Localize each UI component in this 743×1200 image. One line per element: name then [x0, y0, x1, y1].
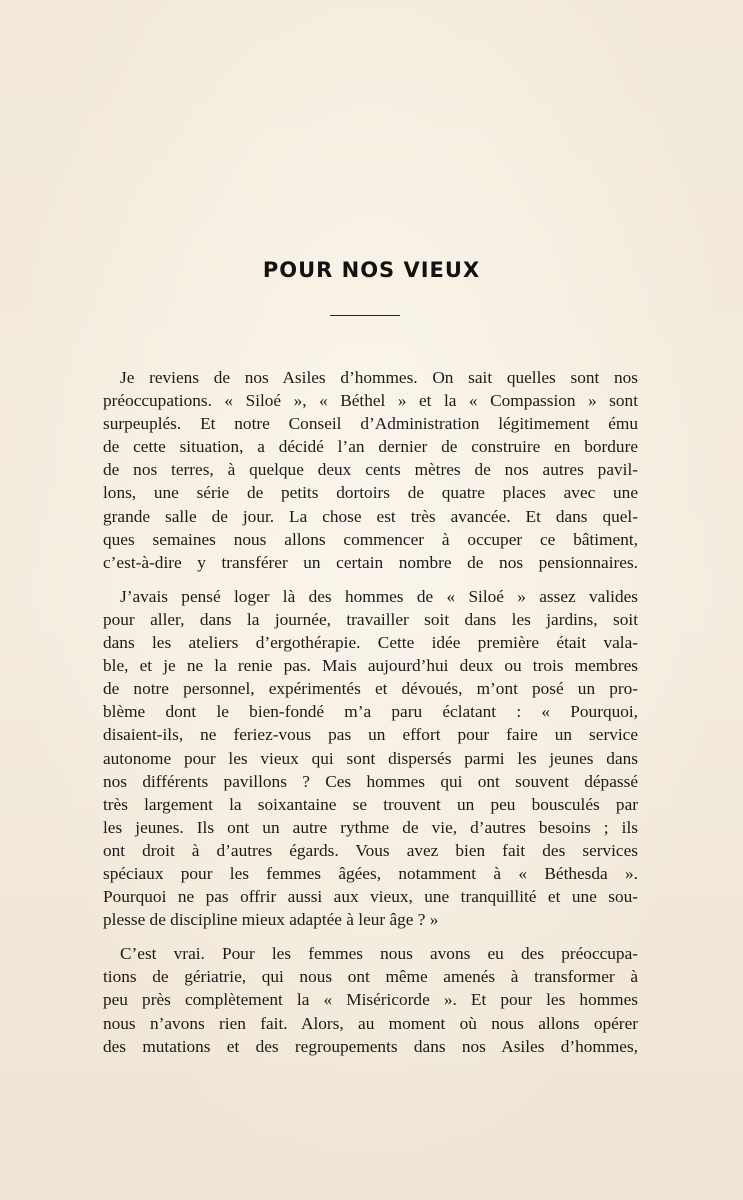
paragraph-2: [103, 585, 638, 931]
text-line: c’est-à-dire y transférer un certain nombre de nos pensionnaires.: [103, 552, 638, 572]
text-line: peu près complètement la « Miséricorde ». Et pour les hommes: [103, 990, 638, 1010]
text-line: de cette situation, a décidé l’an dernier de construire en bordure: [103, 437, 638, 457]
text-line: Pourquoi ne pas offrir aussi aux vieux, une tranquillité et une sou-: [103, 887, 638, 907]
text-line: lons, une série de petits dortoirs de quatre places avec une: [103, 483, 638, 503]
text-line: ont droit à d’autres égards. Vous avez bien fait des services: [103, 840, 638, 860]
text-line: disaient-ils, ne feriez-vous pas un effort pour faire un service: [103, 725, 638, 745]
text-line: surpeuplés. Et notre Conseil d’Administration légitimement ému: [103, 414, 638, 434]
text-line: plesse de discipline mieux adaptée à leur âge ? »: [103, 910, 439, 930]
text-line: ble, et je ne la renie pas. Mais aujourd’hui deux ou trois membres: [103, 656, 638, 676]
text-line: grande salle de jour. La chose est très avancée. Et dans quel-: [103, 506, 638, 526]
text-line: ques semaines nous allons commencer à occuper ce bâtiment,: [103, 529, 638, 549]
text-line: tions de gériatrie, qui nous ont même amenés à transformer à: [103, 967, 638, 987]
text-line: spéciaux pour les femmes âgées, notamment à « Béthesda ».: [103, 863, 638, 883]
text-line: J’avais pensé loger là des hommes de « Siloé » assez valides: [120, 586, 638, 606]
paragraph-1: [103, 366, 638, 574]
text-line: les jeunes. Ils ont un autre rythme de vie, d’autres besoins ; ils: [103, 817, 638, 837]
text-line: C’est vrai. Pour les femmes nous avons eu des préoccupa-: [120, 944, 638, 964]
text-line: blème dont le bien-fondé m’a paru éclatant : « Pourquoi,: [103, 702, 638, 722]
document-body: [103, 366, 638, 1069]
text-line: nous n’avons rien fait. Alors, au moment où nous allons opérer: [103, 1013, 638, 1033]
text-line: très largement la soixantaine se trouvent un peu bousculés par: [103, 794, 638, 814]
text-line: Je reviens de nos Asiles d’hommes. On sait quelles sont nos: [120, 368, 638, 387]
page-title: POUR NOS VIEUX: [262, 258, 481, 282]
text-line: de notre personnel, expérimentés et dévoués, m’ont posé un pro-: [103, 679, 638, 699]
title-divider: [330, 315, 400, 316]
paragraph-3: [103, 942, 638, 1057]
text-line: pour aller, dans la journée, travailler soit dans les jardins, soit: [103, 609, 638, 629]
text-line: nos différents pavillons ? Ces hommes qui ont souvent dépassé: [103, 771, 638, 791]
text-line: autonome pour les vieux qui sont dispersés parmi les jeunes dans: [103, 748, 638, 768]
text-line: des mutations et des regroupements dans nos Asiles d’hommes,: [103, 1036, 638, 1056]
text-line: préoccupations. « Siloé », « Béthel » et la « Compassion » sont: [103, 391, 638, 411]
text-line: dans les ateliers d’ergothérapie. Cette idée première était vala-: [103, 633, 638, 653]
text-line: de nos terres, à quelque deux cents mètres de nos autres pavil-: [103, 460, 638, 480]
